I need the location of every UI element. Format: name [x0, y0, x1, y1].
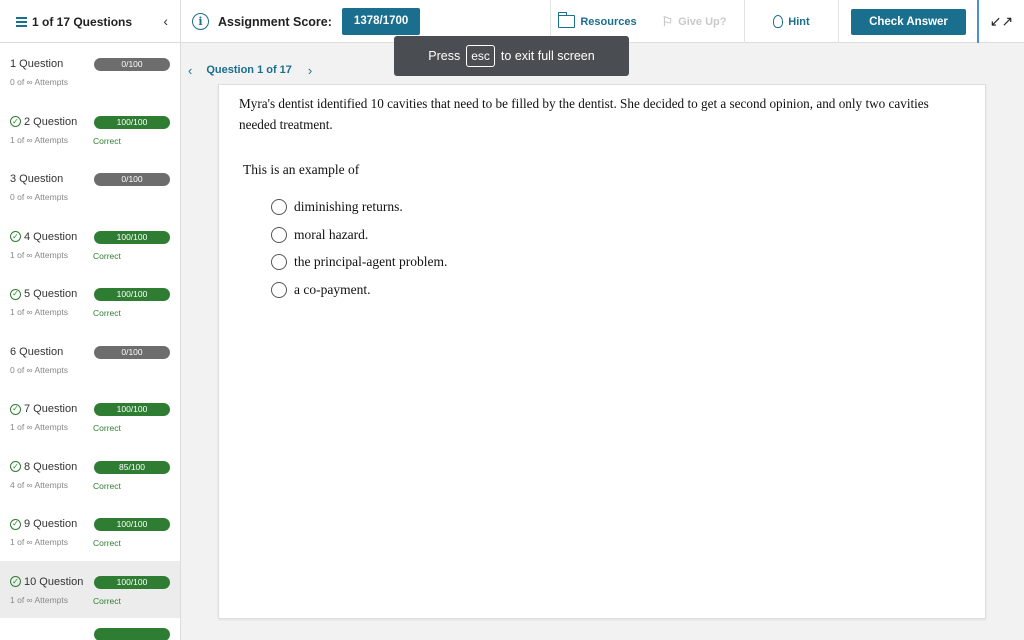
sidebar-attempts: 0 of ∞ Attempts	[10, 192, 69, 202]
info-icon[interactable]: i	[192, 13, 209, 30]
sidebar-score-badge: 0/100	[94, 173, 170, 186]
exit-fullscreen-button[interactable]	[977, 0, 1024, 43]
sidebar-question-title	[10, 173, 63, 185]
question-text: Myra's dentist identified 10 cavities that need to be filled by the dentist. She decided to get a second opinion, and only two cavities needed treatment.	[239, 96, 929, 132]
sidebar-question-title	[10, 288, 77, 300]
fullscreen-toast	[394, 36, 629, 76]
sidebar-question-item[interactable]	[0, 331, 180, 389]
question-nav	[188, 60, 312, 80]
sidebar-question-title	[10, 231, 77, 243]
sidebar-status: Correct	[93, 308, 121, 318]
sidebar-attempts: 1 of ∞ Attempts	[10, 537, 69, 547]
sidebar-question-label: 3 Question	[10, 173, 64, 185]
check-circle-icon: ✓	[10, 519, 21, 530]
sidebar-question-title	[10, 403, 77, 415]
sidebar-attempts: 4 of ∞ Attempts	[10, 479, 69, 490]
sidebar-question-label: 7 Question	[24, 403, 78, 415]
check-answer-button[interactable]: Check Answer	[851, 9, 966, 35]
folder-icon	[558, 15, 575, 28]
sidebar-score-badge	[94, 628, 170, 640]
sidebar-status: Correct	[93, 480, 121, 491]
sidebar-status: Correct	[93, 595, 121, 606]
assignment-score	[192, 0, 420, 43]
list-icon	[16, 17, 27, 27]
sidebar-attempts: 0 of ∞ Attempts	[10, 364, 69, 375]
exit-fullscreen-icon: ↙↗	[989, 13, 1014, 29]
sidebar-attempts: 0 of ∞ Attempts	[10, 77, 69, 87]
sidebar-score-badge: 100/100	[94, 576, 170, 589]
sidebar-question-title	[10, 518, 77, 530]
sidebar-score-badge: 100/100	[94, 288, 170, 301]
option-2[interactable]	[271, 254, 447, 270]
check-circle-icon: ✓	[10, 116, 21, 127]
sidebar-question-title	[10, 461, 77, 473]
sidebar-status: Correct	[93, 538, 121, 548]
sidebar-status: Correct	[93, 423, 121, 433]
option-0[interactable]	[271, 199, 403, 215]
sidebar-score-badge: 100/100	[94, 116, 170, 129]
next-question-icon[interactable]: ›	[307, 62, 313, 78]
sidebar-question-label: 1 Question	[10, 58, 64, 70]
hint-label: Hint	[788, 15, 810, 28]
lightbulb-icon	[773, 15, 783, 28]
check-circle-icon: ✓	[10, 289, 21, 300]
sidebar-question-label: 10 Question	[24, 575, 84, 588]
chevron-left-icon[interactable]: ‹	[163, 13, 168, 29]
option-label: moral hazard.	[294, 227, 369, 242]
give-up-label: Give Up?	[678, 15, 727, 28]
score-label: Assignment Score:	[218, 14, 332, 29]
radio-icon[interactable]	[271, 227, 287, 243]
option-label: a co-payment.	[294, 282, 371, 297]
sidebar-question-label: 6 Question	[10, 345, 64, 358]
sidebar-question-item[interactable]	[0, 101, 180, 159]
sidebar-question-title	[10, 116, 77, 128]
sidebar-question-title	[10, 576, 83, 588]
toast-suffix: to exit full screen	[500, 49, 595, 63]
option-3[interactable]	[271, 282, 370, 298]
sidebar-attempts: 1 of ∞ Attempts	[10, 422, 69, 432]
resources-label: Resources	[580, 15, 637, 28]
sidebar-question-item[interactable]	[0, 158, 180, 216]
radio-icon[interactable]	[271, 199, 287, 215]
question-list-toggle[interactable]	[0, 0, 181, 43]
sidebar-question-label: 8 Question	[24, 460, 78, 473]
check-circle-icon: ✓	[10, 576, 21, 587]
question-nav-label: Question 1 of 17	[206, 64, 292, 76]
sidebar-status: Correct	[93, 135, 121, 146]
radio-icon[interactable]	[271, 282, 287, 298]
check-circle-icon: ✓	[10, 404, 21, 415]
sidebar-question-item[interactable]	[0, 273, 180, 331]
option-label: diminishing returns.	[294, 199, 403, 214]
sidebar-attempts: 1 of ∞ Attempts	[10, 307, 69, 317]
score-badge: 1378/1700	[342, 8, 420, 35]
sidebar-score-badge: 100/100	[94, 231, 170, 244]
give-up-button	[644, 0, 744, 43]
sidebar-score-badge: 0/100	[94, 58, 170, 71]
sidebar-question-item-partial[interactable]	[0, 618, 180, 638]
sidebar-status: Correct	[93, 250, 121, 261]
sidebar-attempts: 1 of ∞ Attempts	[10, 249, 69, 260]
sidebar-question-item[interactable]	[0, 561, 180, 619]
hint-button[interactable]	[744, 0, 838, 43]
sidebar-question-title	[10, 346, 63, 358]
sidebar-score-badge: 85/100	[94, 461, 170, 474]
sidebar-question-label: 2 Question	[24, 115, 78, 128]
sidebar-question-title	[10, 58, 63, 70]
sidebar-question-item[interactable]	[0, 43, 180, 101]
sidebar-question-label: 9 Question	[24, 518, 78, 530]
sidebar-attempts: 1 of ∞ Attempts	[10, 134, 69, 145]
question-prompt: This is an example of	[243, 162, 360, 177]
question-card	[218, 84, 986, 619]
flag-icon: ⚐	[661, 13, 674, 29]
sidebar-question-label: 5 Question	[24, 288, 78, 300]
sidebar-score-badge: 0/100	[94, 346, 170, 359]
sidebar-question-label: 4 Question	[24, 230, 78, 243]
sidebar-score-badge: 100/100	[94, 403, 170, 416]
sidebar-question-item[interactable]	[0, 216, 180, 274]
sidebar-question-item[interactable]	[0, 503, 180, 561]
toast-key: esc	[466, 45, 495, 67]
check-circle-icon: ✓	[10, 231, 21, 242]
check-circle-icon: ✓	[10, 461, 21, 472]
questions-count-label: 1 of 17 Questions	[32, 14, 133, 29]
option-1[interactable]	[271, 227, 368, 243]
radio-icon[interactable]	[271, 254, 287, 270]
sidebar-question-item[interactable]	[0, 388, 180, 446]
sidebar-question-item[interactable]	[0, 446, 180, 504]
sidebar-attempts: 1 of ∞ Attempts	[10, 594, 69, 605]
option-label: the principal-agent problem.	[294, 254, 448, 269]
question-sidebar	[0, 43, 181, 640]
toast-prefix: Press	[428, 49, 461, 63]
sidebar-score-badge: 100/100	[94, 518, 170, 531]
prev-question-icon[interactable]: ‹	[188, 62, 193, 78]
